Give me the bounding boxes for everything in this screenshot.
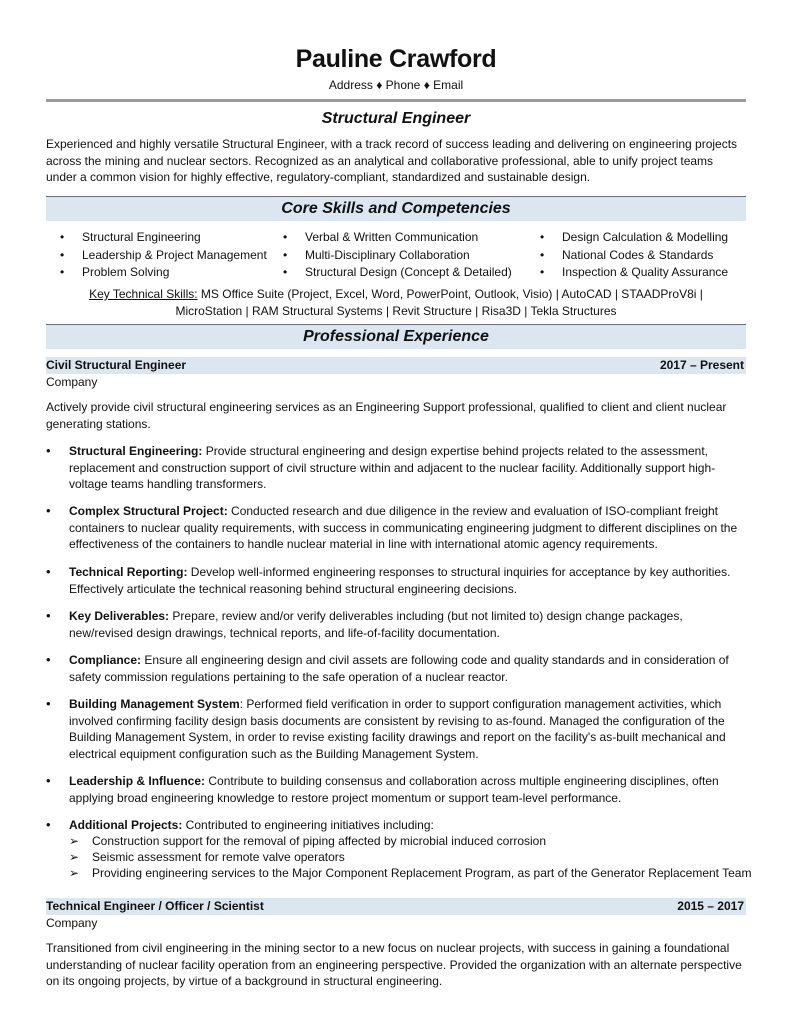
company-name: Company (46, 375, 98, 389)
bullet-icon: • (46, 773, 51, 788)
job-intro: Transitioned from civil engineering in the mining sector to a new focus on nuclear projects, with success in gaining a foundational understanding of nuclear facility operation from an engineering perspective. Provided the organization with an alternate perspective on its ongoing projects, by virtue of a background in structural engineering. (46, 941, 742, 988)
bullet-icon: • (46, 608, 51, 623)
bullet-icon: • (283, 247, 288, 262)
summary-paragraph: Experienced and highly versatile Structural Engineer, with a track record of success leading and delivering on engineering projects across the mining and nuclear sectors. Recognized as an analytical and collaborative professional, able to unify project teams under a common vision for highly effective, regulatory-compliant, standardized and sustainable design. (46, 137, 738, 184)
bullet-icon: • (60, 230, 65, 244)
job-title-bar (46, 898, 746, 915)
bullet-icon: • (46, 652, 51, 667)
bullet-icon: • (46, 696, 51, 711)
bullet-icon: • (46, 564, 51, 579)
bullet-icon: • (540, 230, 545, 244)
company-name: Company (46, 916, 98, 930)
technical-skills-line-1: MS Office Suite (Project, Excel, Word, PowerPoint, Outlook, Visio) | AutoCAD | STAADProV8i | (197, 287, 703, 301)
skill-item: • Leadership & Project Management (60, 247, 267, 262)
bullet-icon: • (60, 265, 65, 279)
skill-item: • Multi-Disciplinary Collaboration (283, 247, 470, 262)
header-divider (46, 99, 746, 102)
job-dates: 2015 – 2017 (677, 899, 744, 913)
job-title-bar (46, 357, 746, 374)
contact-line: Address ♦ Phone ♦ Email (328, 78, 464, 92)
technical-skills-line-2: MicroStation | RAM Structural Systems | Revit Structure | Risa3D | Tekla Structures (175, 303, 617, 318)
skill-item: • Problem Solving (60, 265, 170, 279)
skill-item: • Design Calculation & Modelling (540, 230, 729, 244)
professional-title: Structural Engineer (321, 110, 471, 127)
arrow-bullet-icon: ➢ (69, 866, 80, 880)
bullet-icon: • (540, 247, 545, 262)
technical-skills (46, 286, 746, 319)
bullet-icon: • (60, 247, 65, 262)
bullet-icon: • (46, 817, 51, 832)
bullet-icon: • (540, 265, 545, 279)
skills-column-2 (283, 229, 512, 282)
job-title: Civil Structural Engineer (46, 358, 187, 372)
technical-skills-label: Key Technical Skills: (89, 287, 198, 301)
skills-heading: Core Skills and Competencies (46, 196, 746, 221)
job-title: Technical Engineer / Officer / Scientist (46, 899, 264, 913)
bullet-icon: • (46, 503, 51, 518)
bullet-icon: • (283, 265, 288, 279)
skill-item: • Inspection & Quality Assurance (540, 265, 729, 279)
job-dates: 2017 – Present (659, 358, 744, 372)
arrow-bullet-icon: ➢ (69, 834, 80, 848)
skills-column-3 (540, 229, 728, 282)
arrow-bullet-icon: ➢ (69, 850, 80, 864)
job-intro: Actively provide civil structural engineering services as an Engineering Support professional, qualified to client and client nuclear generating stations. (46, 400, 727, 431)
skill-item: • Verbal & Written Communication (283, 230, 479, 244)
skills-column-1 (60, 229, 267, 282)
bullet-icon: • (283, 230, 288, 244)
skill-item: • National Codes & Standards (540, 247, 714, 262)
bullet-icon: • (46, 443, 51, 458)
experience-heading: Professional Experience (46, 324, 746, 349)
skill-item: • Structural Design (Concept & Detailed) (283, 265, 512, 279)
skill-item: • Structural Engineering (60, 230, 201, 244)
candidate-name: Pauline Crawford (295, 45, 497, 73)
